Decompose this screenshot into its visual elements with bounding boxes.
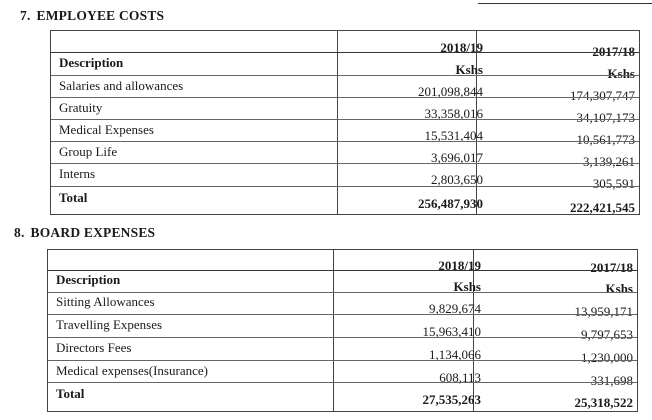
row-value-2018-19: 3,696,017 [431,150,483,165]
row-label: Directors Fees [56,340,132,355]
row-value-2018-19: 2,803,650 [431,172,483,187]
section-title: EMPLOYEE COSTS [36,8,165,23]
row-value-2017-18: 1,230,000 [581,350,633,365]
row-rule [48,292,637,293]
row-label: Salaries and allowances [59,78,184,93]
total-value-2018-19: 27,535,263 [422,392,481,407]
row-value-2018-19: 608,113 [439,370,481,385]
row-value-2017-18: 174,307,747 [570,88,635,103]
currency-header: Kshs [607,66,635,81]
column-divider [333,250,334,411]
row-value-2017-18: 305,591 [592,176,635,191]
row-rule [51,119,639,120]
row-value-2017-18: 331,698 [590,373,633,388]
row-value-2018-19: 33,358,016 [424,106,483,121]
row-label: Interns [59,166,96,181]
row-value-2017-18: 3,139,261 [583,154,635,169]
section-number: 8. [14,225,25,240]
section-number: 7. [20,8,31,23]
row-rule [48,337,637,338]
row-value-2017-18: 34,107,173 [576,110,635,125]
total-label: Total [59,190,88,205]
top-rule [478,0,652,4]
year-header-2018-19: 2018/19 [438,258,481,273]
row-label: Medical expenses(Insurance) [56,363,208,378]
row-value-2018-19: 201,098,844 [418,84,483,99]
row-label: Group Life [59,144,118,159]
employee-costs-table [50,30,640,215]
row-value-2018-19: 15,531,404 [424,128,483,143]
row-label: Sitting Allowances [56,294,155,309]
row-rule [48,360,637,361]
section-title: BOARD EXPENSES [30,225,156,240]
row-value-2017-18: 9,797,653 [581,327,633,342]
row-rule [51,97,639,98]
row-rule [51,186,639,187]
row-value-2017-18: 10,561,773 [576,132,635,147]
section-heading-board-expenses [14,225,155,241]
header-rule [48,270,637,271]
currency-header: Kshs [455,62,483,77]
row-value-2018-19: 15,963,410 [422,324,481,339]
row-value-2018-19: 9,829,674 [429,301,481,316]
year-header-2017-18: 2017/18 [592,44,635,59]
total-value-2018-19: 256,487,930 [418,196,483,211]
section-heading-employee-costs [20,8,164,24]
total-value-2017-18: 25,318,522 [574,395,633,410]
row-rule [51,163,639,164]
row-rule [51,141,639,142]
currency-header: Kshs [605,281,633,296]
total-value-2017-18: 222,421,545 [570,200,635,215]
header-rule [51,52,639,53]
row-label: Travelling Expenses [56,317,163,332]
row-label: Medical Expenses [59,122,154,137]
row-value-2018-19: 1,134,066 [429,347,481,362]
row-rule [51,75,639,76]
board-expenses-table [47,249,638,412]
row-value-2017-18: 13,959,171 [574,304,633,319]
total-label: Total [56,386,85,401]
row-label: Gratuity [59,100,103,115]
year-header-2017-18: 2017/18 [590,260,633,275]
year-header-2018-19: 2018/19 [440,40,483,55]
currency-header: Kshs [453,279,481,294]
row-rule [48,382,637,383]
row-rule [48,314,637,315]
description-header: Description [59,55,124,70]
description-header: Description [56,272,121,287]
